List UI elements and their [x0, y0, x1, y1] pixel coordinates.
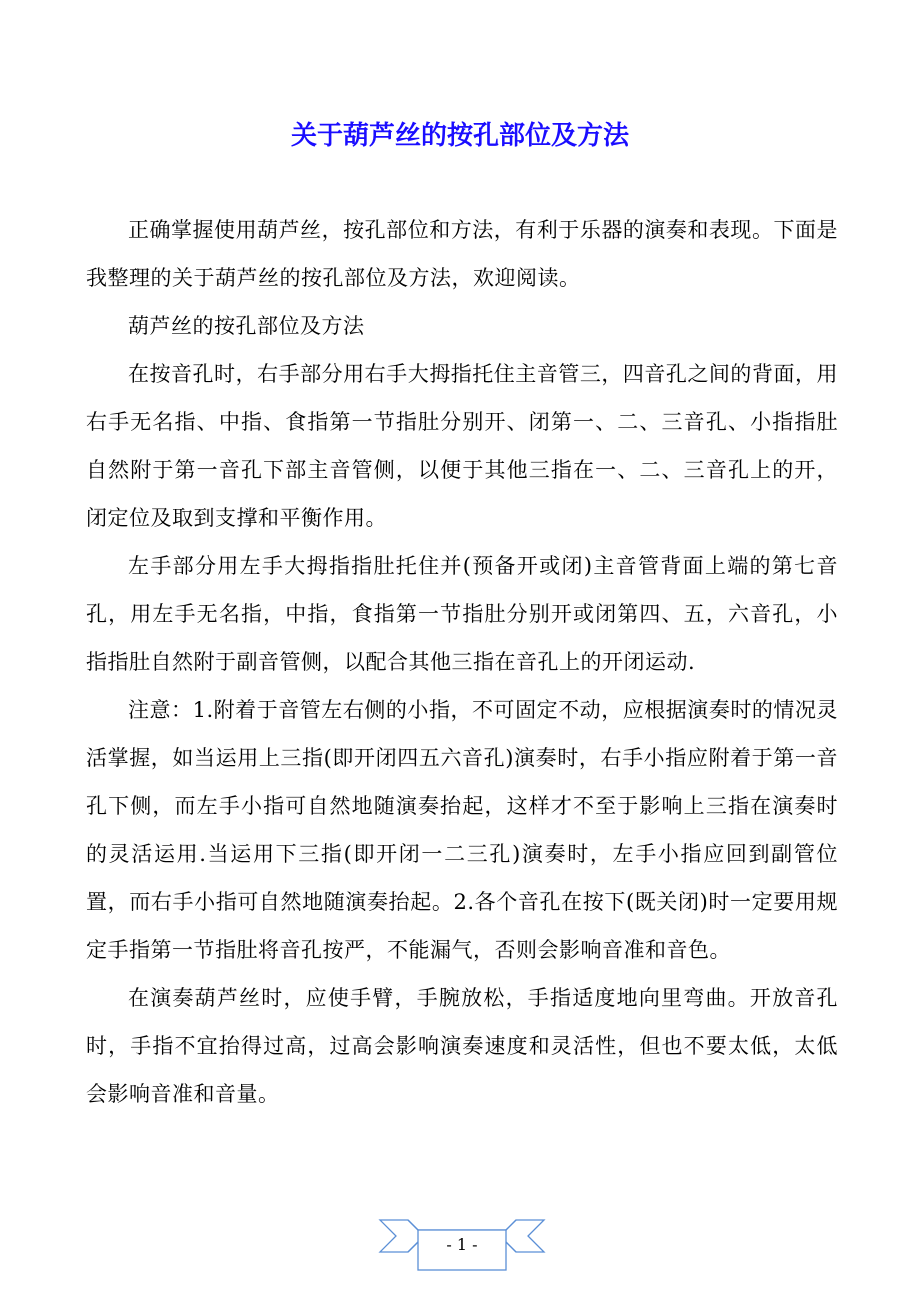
paragraph-playing-tips: 在演奏葫芦丝时，应使手臂，手腕放松，手指适度地向里弯曲。开放音孔时，手指不宜抬得过高，过高会影响演奏速度和灵活性，但也不要太低，太低会影响音准和音量。 [86, 986, 838, 1106]
paragraph-left-hand: 左手部分用左手大拇指指肚托住并(预备开或闭)主音管背面上端的第七音孔，用左手无名指，中指，食指第一节指肚分别开或闭第四、五，六音孔，小指指肚自然附于副音管侧，以配合其他三指在音孔上的开闭运动. [86, 554, 838, 674]
section-heading: 葫芦丝的按孔部位及方法 [128, 314, 365, 338]
paragraph-right-hand: 在按音孔时，右手部分用右手大拇指托住主音管三，四音孔之间的背面，用右手无名指、中指、食指第一节指肚分别开、闭第一、二、三音孔、小指指肚自然附于第一音孔下部主音管侧，以便于其他三指在一、二、三音孔上的开，闭定位及取到支撑和平衡作用。 [86, 362, 838, 530]
document-body [86, 206, 838, 1118]
document-title: 关于葫芦丝的按孔部位及方法 [290, 121, 629, 151]
paragraph-intro: 正确掌握使用葫芦丝，按孔部位和方法，有利于乐器的演奏和表现。下面是我整理的关于葫芦丝的按孔部位及方法，欢迎阅读。 [86, 218, 838, 290]
paragraph-notes: 注意：1.附着于音管左右侧的小指，不可固定不动，应根据演奏时的情况灵活掌握，如当运用上三指(即开闭四五六音孔)演奏时，右手小指应附着于第一音孔下侧，而左手小指可自然地随演奏抬起，这样才不至于影响上三指在演奏时的灵活运用.当运用下三指(即开闭一二三孔)演奏时，左手小指应回到副管位置，而右手小指可自然地随演奏抬起。2.各个音孔在按下(既关闭)时一定要用规定手指第一节指肚将音孔按严，不能漏气，否则会影响音准和音色。 [86, 698, 838, 962]
page-number: - 1 - [446, 1235, 478, 1254]
page-footer [378, 1214, 546, 1278]
